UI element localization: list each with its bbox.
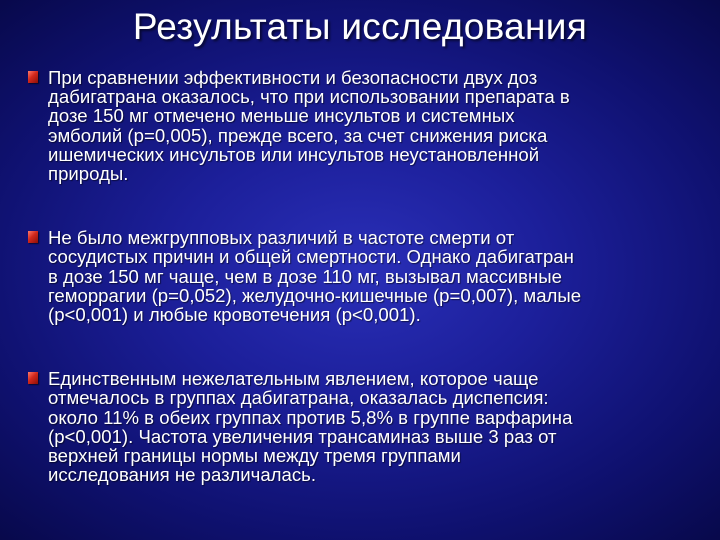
bullet-line: ишемических инсультов или инсультов неустановленной (48, 143, 540, 165)
bullet-item-3 (26, 369, 716, 484)
bullet-line: дозе 150 мг отмечено меньше инсультов и системных (48, 105, 515, 127)
bullet-line: (р<0,001) и любые кровотечения (р<0,001). (48, 304, 421, 326)
bullet-line: эмболий (р=0,005), прежде всего, за счет снижения риска (48, 124, 548, 146)
bullet-list (26, 68, 716, 484)
bullet-line: Единственным нежелательным явлением, которое чаще (48, 368, 539, 390)
bullet-square-icon (28, 231, 38, 243)
bullet-line: в дозе 150 мг чаще, чем в дозе 110 мг, вызывал массивные (48, 265, 562, 287)
bullet-line: Не было межгрупповых различий в частоте смерти от (48, 227, 515, 249)
bullet-line: При сравнении эффективности и безопасности двух доз (48, 67, 538, 88)
bullet-line: геморрагии (р=0,052), желудочно-кишечные (р=0,007), малые (48, 284, 582, 306)
bullet-line: природы. (48, 163, 129, 185)
bullet-line: около 11% в обеих группах против 5,8% в группе варфарина (48, 406, 573, 428)
bullet-line: отмечалось в группах дабигатрана, оказалась диспепсия: (48, 387, 549, 409)
bullet-square-icon (28, 372, 38, 384)
bullet-item-2 (26, 228, 716, 324)
bullet-item-1 (26, 68, 716, 183)
bullet-line: верхней границы нормы между тремя группами (48, 445, 461, 467)
bullet-line: исследования не различалась. (48, 464, 317, 486)
bullet-line: дабигатрана оказалось, что при использовании препарата в (48, 86, 570, 108)
bullet-square-icon (28, 71, 38, 83)
bullet-line: сосудистых причин и общей смертности. Однако дабигатран (48, 246, 574, 268)
slide-title: Результаты исследования (132, 6, 588, 47)
bullet-line: (р<0,001). Частота увеличения трансаминаз выше 3 раз от (48, 425, 557, 447)
